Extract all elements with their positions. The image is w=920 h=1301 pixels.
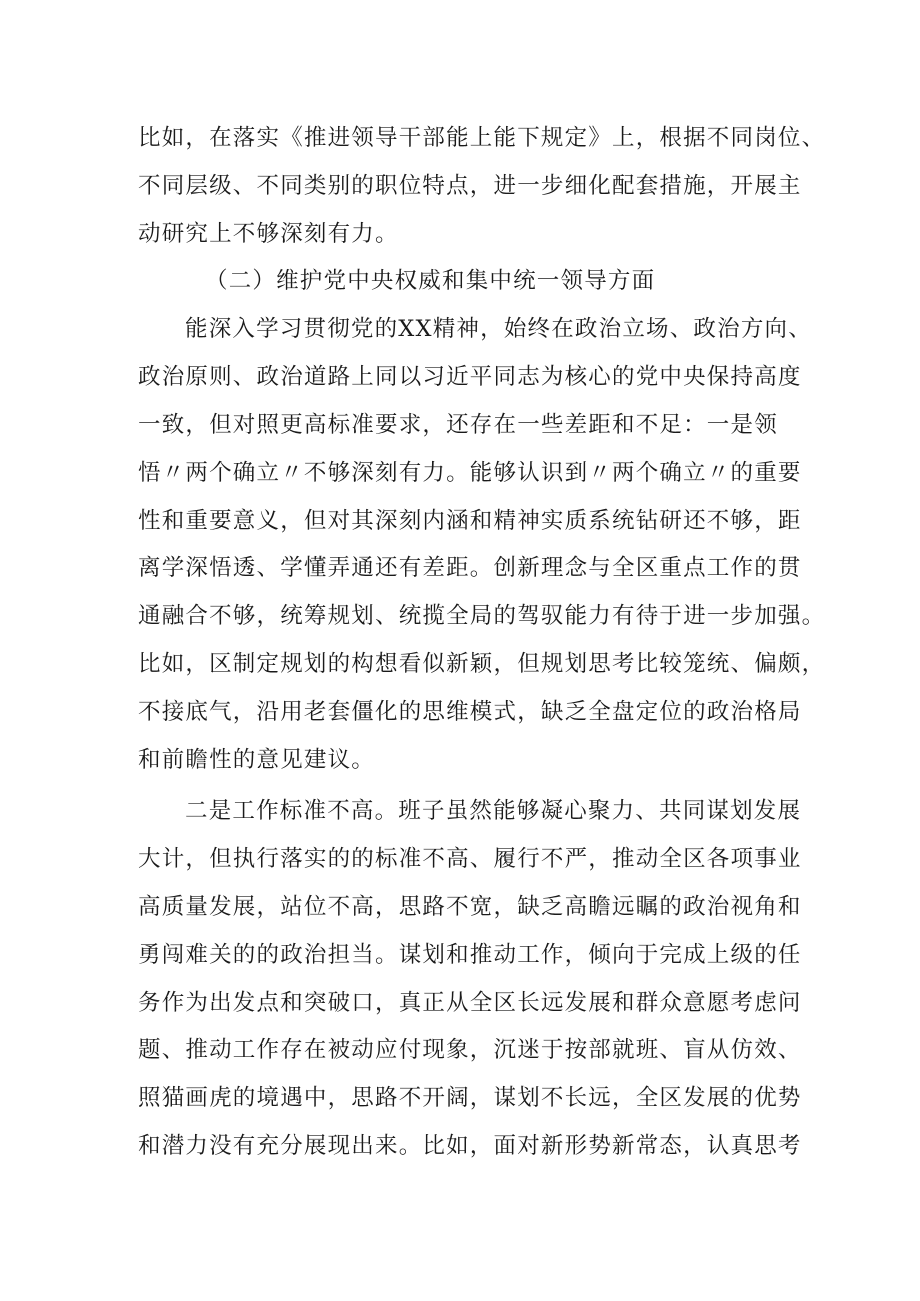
- text-line-19: 务作为出发点和突破口，真正从全区长远发展和群众意愿考虑问: [138, 990, 802, 1016]
- text-line-17: 高质量发展，站位不高，思路不宽，缺乏高瞻远瞩的政治视角和: [138, 894, 802, 920]
- text-line-5: 能深入学习贯彻党的XX精神，始终在政治立场、政治方向、: [185, 316, 812, 342]
- text-line-15: 二是工作标准不高。班子虽然能够凝心聚力、共同谋划发展: [185, 798, 802, 824]
- text-line-21: 照猫画虎的境遇中，思路不开阔，谋划不长远，全区发展的优势: [138, 1085, 802, 1111]
- text-line-16: 大计，但执行落实的的标准不高、履行不严，推动全区各项事业: [138, 846, 802, 872]
- text-line-13: 不接底气，沿用老套僵化的思维模式，缺乏全盘定位的政治格局: [138, 699, 802, 725]
- text-line-7: 一致，但对照更高标准要求，还存在一些差距和不足：一是领: [138, 412, 778, 438]
- text-line-2: 不同层级、不同类别的职位特点，进一步细化配套措施，开展主: [138, 173, 802, 199]
- text-line-22: 和潜力没有充分展现出来。比如，面对新形势新常态，认真思考: [138, 1133, 802, 1159]
- text-line-18: 勇闯难关的的政治担当。谋划和推动工作，倾向于完成上级的任: [138, 942, 802, 968]
- text-line-11: 通融合不够，统筹规划、统揽全局的驾驭能力有待于进一步加强。: [138, 603, 826, 629]
- text-line-9: 性和重要意义，但对其深刻内涵和精神实质系统钻研还不够，距: [138, 508, 802, 534]
- text-line-3: 动研究上不够深刻有力。: [138, 221, 399, 247]
- text-line-8: 悟〃两个确立〃不够深刻有力。能够认识到〃两个确立〃的重要: [138, 460, 802, 486]
- text-line-6: 政治原则、政治道路上同以习近平同志为核心的党中央保持高度: [138, 364, 802, 390]
- section-heading: （二）维护党中央权威和集中统一领导方面: [205, 268, 656, 294]
- text-line-1: 比如，在落实《推进领导干部能上能下规定》上，根据不同岗位、: [138, 125, 826, 151]
- text-line-10: 离学深悟透、学懂弄通还有差距。创新理念与全区重点工作的贯: [138, 555, 802, 581]
- text-line-20: 题、推动工作存在被动应付现象，沉迷于按部就班、盲从仿效、: [138, 1037, 802, 1063]
- text-line-12: 比如，区制定规划的构想看似新颖，但规划思考比较笼统、偏颇，: [138, 651, 826, 677]
- text-line-14: 和前瞻性的意见建议。: [138, 747, 376, 773]
